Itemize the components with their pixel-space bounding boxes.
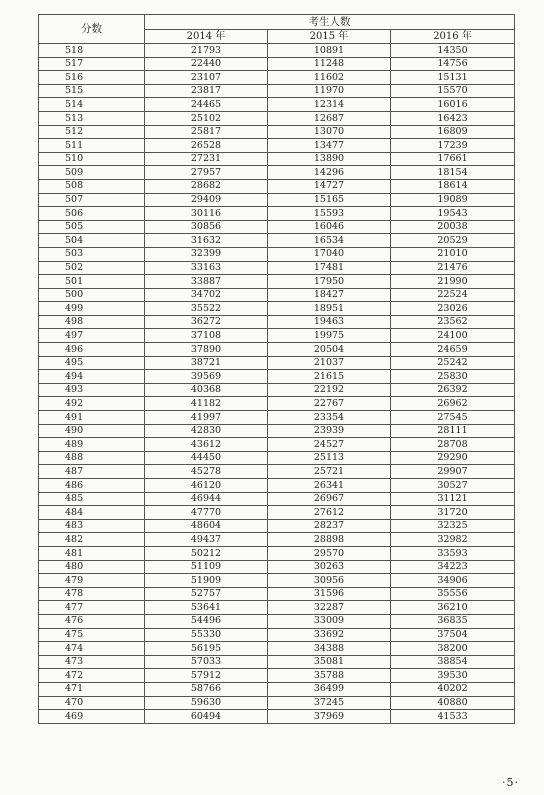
count-2015-cell: 36499 bbox=[268, 682, 391, 696]
count-2016-cell: 29907 bbox=[391, 465, 515, 479]
score-cell: 516 bbox=[39, 71, 145, 85]
score-cell: 475 bbox=[39, 628, 145, 642]
score-cell: 472 bbox=[39, 669, 145, 683]
count-2015-cell: 20504 bbox=[268, 343, 391, 357]
count-2015-cell: 28898 bbox=[268, 533, 391, 547]
count-2015-cell: 10891 bbox=[268, 44, 391, 58]
count-2016-cell: 23562 bbox=[391, 315, 515, 329]
count-2016-cell: 17661 bbox=[391, 152, 515, 166]
count-2014-cell: 24465 bbox=[145, 98, 268, 112]
table-row bbox=[39, 574, 515, 588]
count-2016-cell: 35556 bbox=[391, 587, 515, 601]
count-2016-cell: 34223 bbox=[391, 560, 515, 574]
count-2015-cell: 11602 bbox=[268, 71, 391, 85]
score-cell: 478 bbox=[39, 587, 145, 601]
count-2016-cell: 21990 bbox=[391, 275, 515, 289]
score-cell: 502 bbox=[39, 261, 145, 275]
count-2014-cell: 57033 bbox=[145, 655, 268, 669]
count-2014-cell: 51109 bbox=[145, 560, 268, 574]
count-2014-cell: 33887 bbox=[145, 275, 268, 289]
count-2015-cell: 12687 bbox=[268, 111, 391, 125]
count-2015-cell: 17950 bbox=[268, 275, 391, 289]
count-2016-cell: 15131 bbox=[391, 71, 515, 85]
count-2015-cell: 23354 bbox=[268, 411, 391, 425]
table-row bbox=[39, 682, 515, 696]
table-row bbox=[39, 546, 515, 560]
count-2014-cell: 41997 bbox=[145, 411, 268, 425]
count-2014-cell: 41182 bbox=[145, 397, 268, 411]
count-2014-cell: 44450 bbox=[145, 451, 268, 465]
table-row bbox=[39, 315, 515, 329]
count-2015-cell: 35081 bbox=[268, 655, 391, 669]
count-2016-cell: 22524 bbox=[391, 288, 515, 302]
table-row bbox=[39, 166, 515, 180]
count-2014-cell: 40368 bbox=[145, 383, 268, 397]
count-2016-cell: 30527 bbox=[391, 479, 515, 493]
count-2014-cell: 39569 bbox=[145, 370, 268, 384]
count-2014-cell: 27231 bbox=[145, 152, 268, 166]
count-2016-cell: 20038 bbox=[391, 220, 515, 234]
score-cell: 488 bbox=[39, 451, 145, 465]
table-row bbox=[39, 601, 515, 615]
score-cell: 504 bbox=[39, 234, 145, 248]
table-row bbox=[39, 383, 515, 397]
count-2015-cell: 14296 bbox=[268, 166, 391, 180]
count-2015-cell: 13890 bbox=[268, 152, 391, 166]
table-row bbox=[39, 655, 515, 669]
score-cell: 492 bbox=[39, 397, 145, 411]
count-2016-cell: 26962 bbox=[391, 397, 515, 411]
count-2014-cell: 60494 bbox=[145, 710, 268, 724]
count-2016-cell: 41533 bbox=[391, 710, 515, 724]
count-2016-cell: 21010 bbox=[391, 247, 515, 261]
score-cell: 509 bbox=[39, 166, 145, 180]
score-cell: 518 bbox=[39, 44, 145, 58]
count-2016-cell: 36210 bbox=[391, 601, 515, 615]
count-2015-cell: 21037 bbox=[268, 356, 391, 370]
count-2015-cell: 31596 bbox=[268, 587, 391, 601]
score-cell: 477 bbox=[39, 601, 145, 615]
count-2014-cell: 58766 bbox=[145, 682, 268, 696]
score-cell: 489 bbox=[39, 438, 145, 452]
table-row bbox=[39, 207, 515, 221]
count-2014-cell: 25102 bbox=[145, 111, 268, 125]
count-2015-cell: 12314 bbox=[268, 98, 391, 112]
table-row bbox=[39, 587, 515, 601]
count-2015-cell: 14727 bbox=[268, 179, 391, 193]
count-2014-cell: 36272 bbox=[145, 315, 268, 329]
count-2014-cell: 22440 bbox=[145, 57, 268, 71]
count-2015-cell: 37969 bbox=[268, 710, 391, 724]
document-page bbox=[38, 14, 514, 724]
count-2014-cell: 49437 bbox=[145, 533, 268, 547]
count-2016-cell: 27545 bbox=[391, 411, 515, 425]
count-2014-cell: 37890 bbox=[145, 343, 268, 357]
table-row bbox=[39, 71, 515, 85]
table-row bbox=[39, 465, 515, 479]
count-2014-cell: 29409 bbox=[145, 193, 268, 207]
count-2015-cell: 33692 bbox=[268, 628, 391, 642]
count-2016-cell: 16423 bbox=[391, 111, 515, 125]
year-header-2014: 2014 年 bbox=[145, 30, 268, 44]
count-2015-cell: 15593 bbox=[268, 207, 391, 221]
score-cell: 511 bbox=[39, 139, 145, 153]
count-2014-cell: 51909 bbox=[145, 574, 268, 588]
table-row bbox=[39, 438, 515, 452]
count-2016-cell: 32982 bbox=[391, 533, 515, 547]
table-row bbox=[39, 44, 515, 58]
table-row bbox=[39, 370, 515, 384]
table-row bbox=[39, 139, 515, 153]
count-2014-cell: 52757 bbox=[145, 587, 268, 601]
count-2016-cell: 25830 bbox=[391, 370, 515, 384]
score-cell: 508 bbox=[39, 179, 145, 193]
count-2015-cell: 34388 bbox=[268, 642, 391, 656]
count-2016-cell: 39530 bbox=[391, 669, 515, 683]
table-row bbox=[39, 669, 515, 683]
count-2016-cell: 34906 bbox=[391, 574, 515, 588]
score-cell: 513 bbox=[39, 111, 145, 125]
count-2015-cell: 21615 bbox=[268, 370, 391, 384]
count-2014-cell: 54496 bbox=[145, 614, 268, 628]
table-row bbox=[39, 220, 515, 234]
score-cell: 476 bbox=[39, 614, 145, 628]
score-cell: 485 bbox=[39, 492, 145, 506]
count-2015-cell: 22192 bbox=[268, 383, 391, 397]
score-cell: 499 bbox=[39, 302, 145, 316]
count-2014-cell: 25817 bbox=[145, 125, 268, 139]
count-2016-cell: 21476 bbox=[391, 261, 515, 275]
count-2015-cell: 23939 bbox=[268, 424, 391, 438]
count-2015-cell: 26341 bbox=[268, 479, 391, 493]
count-2015-cell: 16534 bbox=[268, 234, 391, 248]
table-row bbox=[39, 492, 515, 506]
count-2016-cell: 38854 bbox=[391, 655, 515, 669]
count-2014-cell: 35522 bbox=[145, 302, 268, 316]
count-2016-cell: 16809 bbox=[391, 125, 515, 139]
count-2014-cell: 46120 bbox=[145, 479, 268, 493]
count-2015-cell: 37245 bbox=[268, 696, 391, 710]
count-2015-cell: 18951 bbox=[268, 302, 391, 316]
table-row bbox=[39, 628, 515, 642]
count-2016-cell: 14350 bbox=[391, 44, 515, 58]
count-2016-cell: 18614 bbox=[391, 179, 515, 193]
score-cell: 515 bbox=[39, 84, 145, 98]
count-2016-cell: 31720 bbox=[391, 506, 515, 520]
count-2016-cell: 14756 bbox=[391, 57, 515, 71]
count-2015-cell: 28237 bbox=[268, 519, 391, 533]
table-row bbox=[39, 329, 515, 343]
count-2016-cell: 33593 bbox=[391, 546, 515, 560]
table-row bbox=[39, 98, 515, 112]
count-2014-cell: 48604 bbox=[145, 519, 268, 533]
count-2014-cell: 26528 bbox=[145, 139, 268, 153]
count-2016-cell: 37504 bbox=[391, 628, 515, 642]
count-2014-cell: 21793 bbox=[145, 44, 268, 58]
count-2014-cell: 31632 bbox=[145, 234, 268, 248]
count-2015-cell: 30263 bbox=[268, 560, 391, 574]
count-2016-cell: 19543 bbox=[391, 207, 515, 221]
score-cell: 490 bbox=[39, 424, 145, 438]
table-row bbox=[39, 519, 515, 533]
count-2016-cell: 36835 bbox=[391, 614, 515, 628]
count-2015-cell: 17481 bbox=[268, 261, 391, 275]
count-2015-cell: 35788 bbox=[268, 669, 391, 683]
count-2016-cell: 32325 bbox=[391, 519, 515, 533]
count-2014-cell: 33163 bbox=[145, 261, 268, 275]
score-cell: 480 bbox=[39, 560, 145, 574]
year-header-2016: 2016 年 bbox=[391, 30, 515, 44]
count-2014-cell: 57912 bbox=[145, 669, 268, 683]
score-cell: 482 bbox=[39, 533, 145, 547]
count-2014-cell: 47770 bbox=[145, 506, 268, 520]
count-2016-cell: 20529 bbox=[391, 234, 515, 248]
count-2014-cell: 30856 bbox=[145, 220, 268, 234]
count-2014-cell: 59630 bbox=[145, 696, 268, 710]
page-number: ·5· bbox=[502, 776, 519, 789]
count-2015-cell: 13477 bbox=[268, 139, 391, 153]
count-2014-cell: 43612 bbox=[145, 438, 268, 452]
count-2016-cell: 31121 bbox=[391, 492, 515, 506]
count-2014-cell: 37108 bbox=[145, 329, 268, 343]
count-2014-cell: 32399 bbox=[145, 247, 268, 261]
table-row bbox=[39, 696, 515, 710]
count-2015-cell: 13070 bbox=[268, 125, 391, 139]
table-row bbox=[39, 247, 515, 261]
score-cell: 471 bbox=[39, 682, 145, 696]
count-2014-cell: 34702 bbox=[145, 288, 268, 302]
table-row bbox=[39, 302, 515, 316]
count-2014-cell: 50212 bbox=[145, 546, 268, 560]
score-cell: 503 bbox=[39, 247, 145, 261]
score-cell: 496 bbox=[39, 343, 145, 357]
count-2016-cell: 23026 bbox=[391, 302, 515, 316]
count-2016-cell: 19089 bbox=[391, 193, 515, 207]
count-2014-cell: 23817 bbox=[145, 84, 268, 98]
count-2016-cell: 26392 bbox=[391, 383, 515, 397]
table-row bbox=[39, 193, 515, 207]
count-2015-cell: 25113 bbox=[268, 451, 391, 465]
score-cell: 514 bbox=[39, 98, 145, 112]
score-cell: 506 bbox=[39, 207, 145, 221]
count-2015-cell: 29570 bbox=[268, 546, 391, 560]
score-cell: 473 bbox=[39, 655, 145, 669]
table-row bbox=[39, 560, 515, 574]
count-2016-cell: 24100 bbox=[391, 329, 515, 343]
count-2014-cell: 53641 bbox=[145, 601, 268, 615]
count-2015-cell: 24527 bbox=[268, 438, 391, 452]
count-2016-cell: 40202 bbox=[391, 682, 515, 696]
table-row bbox=[39, 275, 515, 289]
score-cell: 486 bbox=[39, 479, 145, 493]
count-2015-cell: 19975 bbox=[268, 329, 391, 343]
table-row bbox=[39, 84, 515, 98]
table-row bbox=[39, 125, 515, 139]
count-2015-cell: 22767 bbox=[268, 397, 391, 411]
table-row bbox=[39, 506, 515, 520]
count-2015-cell: 15165 bbox=[268, 193, 391, 207]
score-cell: 500 bbox=[39, 288, 145, 302]
count-2015-cell: 27612 bbox=[268, 506, 391, 520]
score-cell: 495 bbox=[39, 356, 145, 370]
score-cell: 483 bbox=[39, 519, 145, 533]
score-cell: 470 bbox=[39, 696, 145, 710]
count-2016-cell: 18154 bbox=[391, 166, 515, 180]
count-2015-cell: 30956 bbox=[268, 574, 391, 588]
table-row bbox=[39, 614, 515, 628]
table-row bbox=[39, 343, 515, 357]
table-row bbox=[39, 234, 515, 248]
count-2015-cell: 16046 bbox=[268, 220, 391, 234]
score-cell: 484 bbox=[39, 506, 145, 520]
count-2016-cell: 16016 bbox=[391, 98, 515, 112]
count-2016-cell: 29290 bbox=[391, 451, 515, 465]
table-row bbox=[39, 57, 515, 71]
count-2015-cell: 26967 bbox=[268, 492, 391, 506]
count-2016-cell: 28708 bbox=[391, 438, 515, 452]
table-row bbox=[39, 451, 515, 465]
count-2015-cell: 32287 bbox=[268, 601, 391, 615]
table-row bbox=[39, 261, 515, 275]
table-row bbox=[39, 152, 515, 166]
table-row bbox=[39, 710, 515, 724]
count-2016-cell: 40880 bbox=[391, 696, 515, 710]
count-2014-cell: 56195 bbox=[145, 642, 268, 656]
count-2014-cell: 27957 bbox=[145, 166, 268, 180]
count-2014-cell: 45278 bbox=[145, 465, 268, 479]
score-cell: 491 bbox=[39, 411, 145, 425]
table-row bbox=[39, 479, 515, 493]
count-2014-cell: 28682 bbox=[145, 179, 268, 193]
score-cell: 505 bbox=[39, 220, 145, 234]
count-2016-cell: 24659 bbox=[391, 343, 515, 357]
count-2014-cell: 30116 bbox=[145, 207, 268, 221]
count-2015-cell: 19463 bbox=[268, 315, 391, 329]
table-body bbox=[39, 44, 515, 724]
score-cell: 498 bbox=[39, 315, 145, 329]
count-2016-cell: 25242 bbox=[391, 356, 515, 370]
score-cell: 501 bbox=[39, 275, 145, 289]
count-2015-cell: 33009 bbox=[268, 614, 391, 628]
score-cell: 474 bbox=[39, 642, 145, 656]
count-2014-cell: 38721 bbox=[145, 356, 268, 370]
table-row bbox=[39, 424, 515, 438]
count-2014-cell: 55330 bbox=[145, 628, 268, 642]
score-count-table bbox=[38, 14, 515, 724]
year-header-2015: 2015 年 bbox=[268, 30, 391, 44]
table-row bbox=[39, 411, 515, 425]
table-row bbox=[39, 288, 515, 302]
count-2016-cell: 15570 bbox=[391, 84, 515, 98]
count-2016-cell: 38200 bbox=[391, 642, 515, 656]
count-2015-cell: 11248 bbox=[268, 57, 391, 71]
score-cell: 507 bbox=[39, 193, 145, 207]
count-2015-cell: 17040 bbox=[268, 247, 391, 261]
score-cell: 512 bbox=[39, 125, 145, 139]
score-cell: 510 bbox=[39, 152, 145, 166]
count-2016-cell: 17239 bbox=[391, 139, 515, 153]
count-2014-cell: 23107 bbox=[145, 71, 268, 85]
table-row bbox=[39, 111, 515, 125]
score-cell: 479 bbox=[39, 574, 145, 588]
count-2015-cell: 11970 bbox=[268, 84, 391, 98]
table-row bbox=[39, 397, 515, 411]
score-cell: 481 bbox=[39, 546, 145, 560]
table-row bbox=[39, 356, 515, 370]
table-row bbox=[39, 179, 515, 193]
candidate-count-header: 考生人数 bbox=[145, 15, 515, 30]
count-2014-cell: 46944 bbox=[145, 492, 268, 506]
table-row bbox=[39, 642, 515, 656]
count-2014-cell: 42830 bbox=[145, 424, 268, 438]
score-cell: 494 bbox=[39, 370, 145, 384]
count-2015-cell: 18427 bbox=[268, 288, 391, 302]
count-2015-cell: 25721 bbox=[268, 465, 391, 479]
score-cell: 497 bbox=[39, 329, 145, 343]
count-2016-cell: 28111 bbox=[391, 424, 515, 438]
score-cell: 493 bbox=[39, 383, 145, 397]
score-column-header: 分数 bbox=[39, 15, 145, 44]
score-cell: 469 bbox=[39, 710, 145, 724]
score-cell: 517 bbox=[39, 57, 145, 71]
score-cell: 487 bbox=[39, 465, 145, 479]
table-row bbox=[39, 533, 515, 547]
